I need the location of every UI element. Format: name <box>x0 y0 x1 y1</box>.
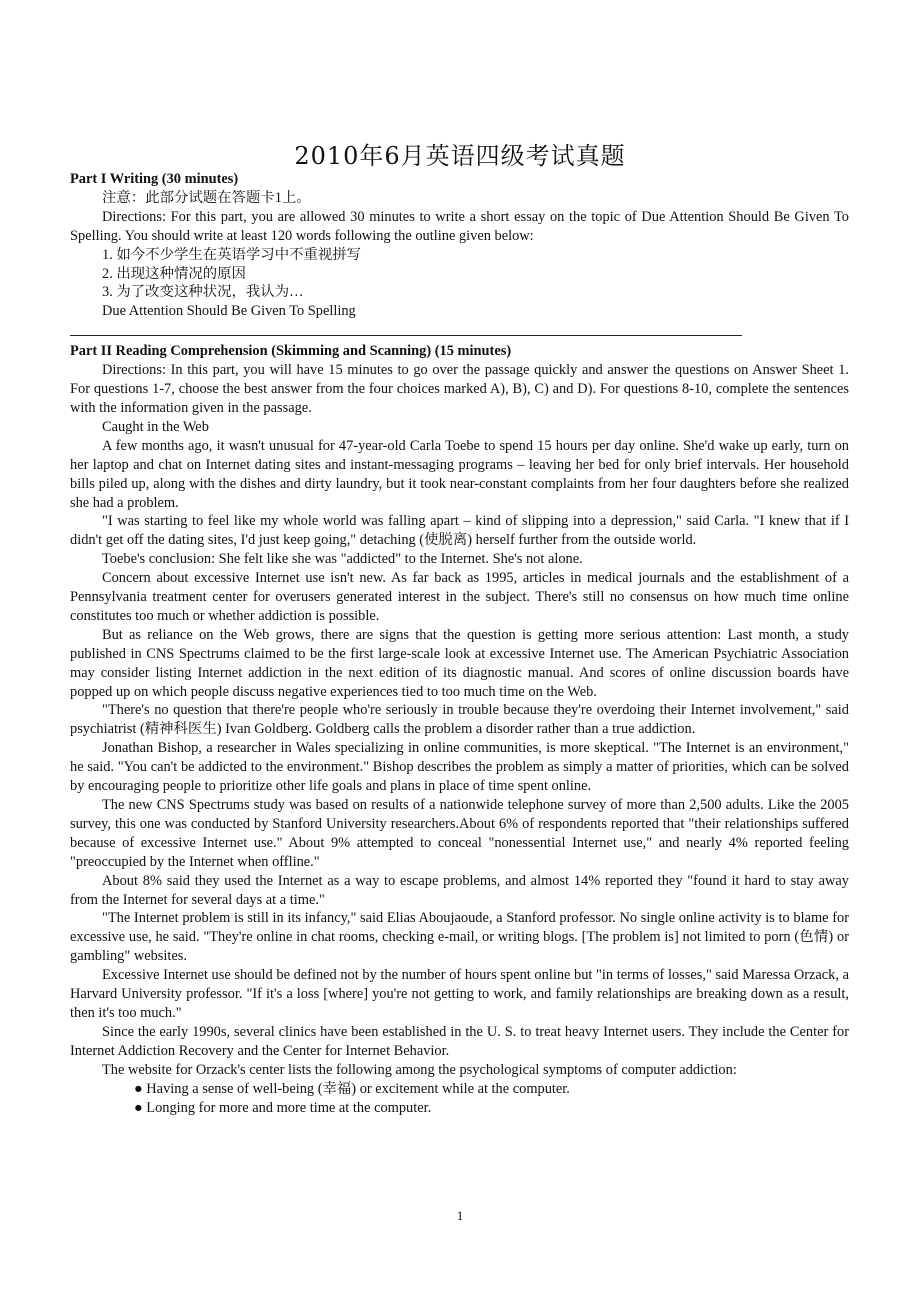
part2-heading: Part II Reading Comprehension (Skimming and Scanning) (15 minutes) <box>70 343 512 360</box>
passage-paragraph: Toebe's conclusion: She felt like she was "addicted" to the Internet. She's not alone. <box>102 551 583 568</box>
part2-directions: Directions: In this part, you will have 15 minutes to go over the passage quickly and answer the questions on Answer Sheet 1. For questions 1-7, choose the best answer from the four choices marked A), B), C) and D). For questions 8-10, complete the sentences with the information given in the passage. <box>70 362 849 416</box>
passage-paragraph: A few months ago, it wasn't unusual for 47-year-old Carla Toebe to spend 15 hours per day online. She'd wake up early, turn on her laptop and chat on Internet dating sites and instant-messaging programs – leaving her bed for only brief intervals. Her household bills piled up, along with the dishes and dirty laundry, but it took near-constant complaints from her four daughters before she realized she had a problem. <box>70 437 849 511</box>
symptom-bullet: ● Having a sense of well-being (幸福) or excitement while at the computer. <box>134 1080 570 1097</box>
section-divider <box>70 335 742 336</box>
page-title: 2010年6月英语四级考试真题 <box>294 142 626 170</box>
document-body <box>70 170 849 1117</box>
symptom-bullet: ● Longing for more and more time at the computer. <box>134 1099 432 1116</box>
passage-paragraph: The new CNS Spectrums study was based on results of a nationwide telephone survey of more than 2,500 adults. Like the 2005 survey, this one was conducted by Stanford University researchers.About 6% of respondents reported that "their relationships suffered because of excessive Internet use." About 9% attempted to conceal "nonessential Internet use," and nearly 4% reported feeling "preoccupied by the Internet when offline." <box>70 797 849 870</box>
part1-note: 注意：此部分试题在答题卡1上。 <box>102 189 311 206</box>
passage-paragraph: Since the early 1990s, several clinics have been established in the U. S. to treat heavy Internet users. They include the Center for Internet Addiction Recovery and the Center for Internet Behavior. <box>70 1023 849 1059</box>
outline-item-1: 1. 如今不少学生在英语学习中不重视拼写 <box>102 246 362 263</box>
passage-paragraph: Excessive Internet use should be defined not by the number of hours spent online but "in terms of losses," said Maressa Orzack, a Harvard University professor. "If it's a loss [where] you're not getting to work, and family relationships are breaking down as a result, then it's too much." <box>70 967 849 1021</box>
passage-paragraph: "The Internet problem is still in its infancy," said Elias Aboujaoude, a Stanford professor. No single online activity is to blame for excessive use, he said. "They're online in chat rooms, checking e-mail, or writing blogs. [The problem is] not limited to porn (色情) or gambling" websites. <box>70 910 849 965</box>
essay-title: Due Attention Should Be Given To Spelling <box>102 303 356 320</box>
passage-paragraph: The website for Orzack's center lists the following among the psychological symptoms of computer addiction: <box>102 1061 737 1078</box>
page-number: 1 <box>456 1208 464 1223</box>
part1-directions: Directions: For this part, you are allowed 30 minutes to write a short essay on the topic of Due Attention Should Be Given To Spelling. You should write at least 120 words following the outline given below: <box>70 208 849 244</box>
passage-paragraph: "I was starting to feel like my whole world was falling apart – kind of slipping into a depression," said Carla. "I knew that if I didn't get off the dating sites, I'd just keep going," detaching (使脱离) herself further from the outside world. <box>70 513 849 549</box>
passage-paragraph: Concern about excessive Internet use isn't new. As far back as 1995, articles in medical journals and the establishment of a Pennsylvania treatment center for overusers generated interest in the subject. There's still no consensus on how much time online constitutes too much or whether addiction is possible. <box>70 570 849 624</box>
outline-item-2: 2. 出现这种情况的原因 <box>102 265 246 282</box>
passage-title: Caught in the Web <box>102 418 209 435</box>
passage-paragraph: Jonathan Bishop, a researcher in Wales specializing in online communities, is more skeptical. "The Internet is an environment," he said. "You can't be addicted to the environment." Bishop describes the problem as simply a matter of priorities, which can be solved by encouraging people to prioritize other life goals and plans in place of time spent online. <box>70 740 849 795</box>
outline-item-3: 3. 为了改变这种状况，我认为… <box>102 284 304 301</box>
passage-paragraph: About 8% said they used the Internet as a way to escape problems, and almost 14% reported they "found it hard to stay away from the Internet for several days at a time." <box>70 872 849 908</box>
part1-heading: Part I Writing (30 minutes) <box>70 171 239 187</box>
passage-paragraph: "There's no question that there're people who're seriously in trouble because they're overdoing their Internet involvement," said psychiatrist (精神科医生) Ivan Goldberg. Goldberg calls the problem a disorder rather than a true addiction. <box>70 702 849 738</box>
passage-paragraph: But as reliance on the Web grows, there are signs that the question is getting more serious attention: Last month, a study published in CNS Spectrums claimed to be the first large-scale look at excessive Internet use. The American Psychiatric Association may consider listing Internet addiction in the next edition of its diagnostic manual. And scores of online discussion boards have popped up on which people discuss negative experiences tied to too much time on the Web. <box>70 626 849 700</box>
